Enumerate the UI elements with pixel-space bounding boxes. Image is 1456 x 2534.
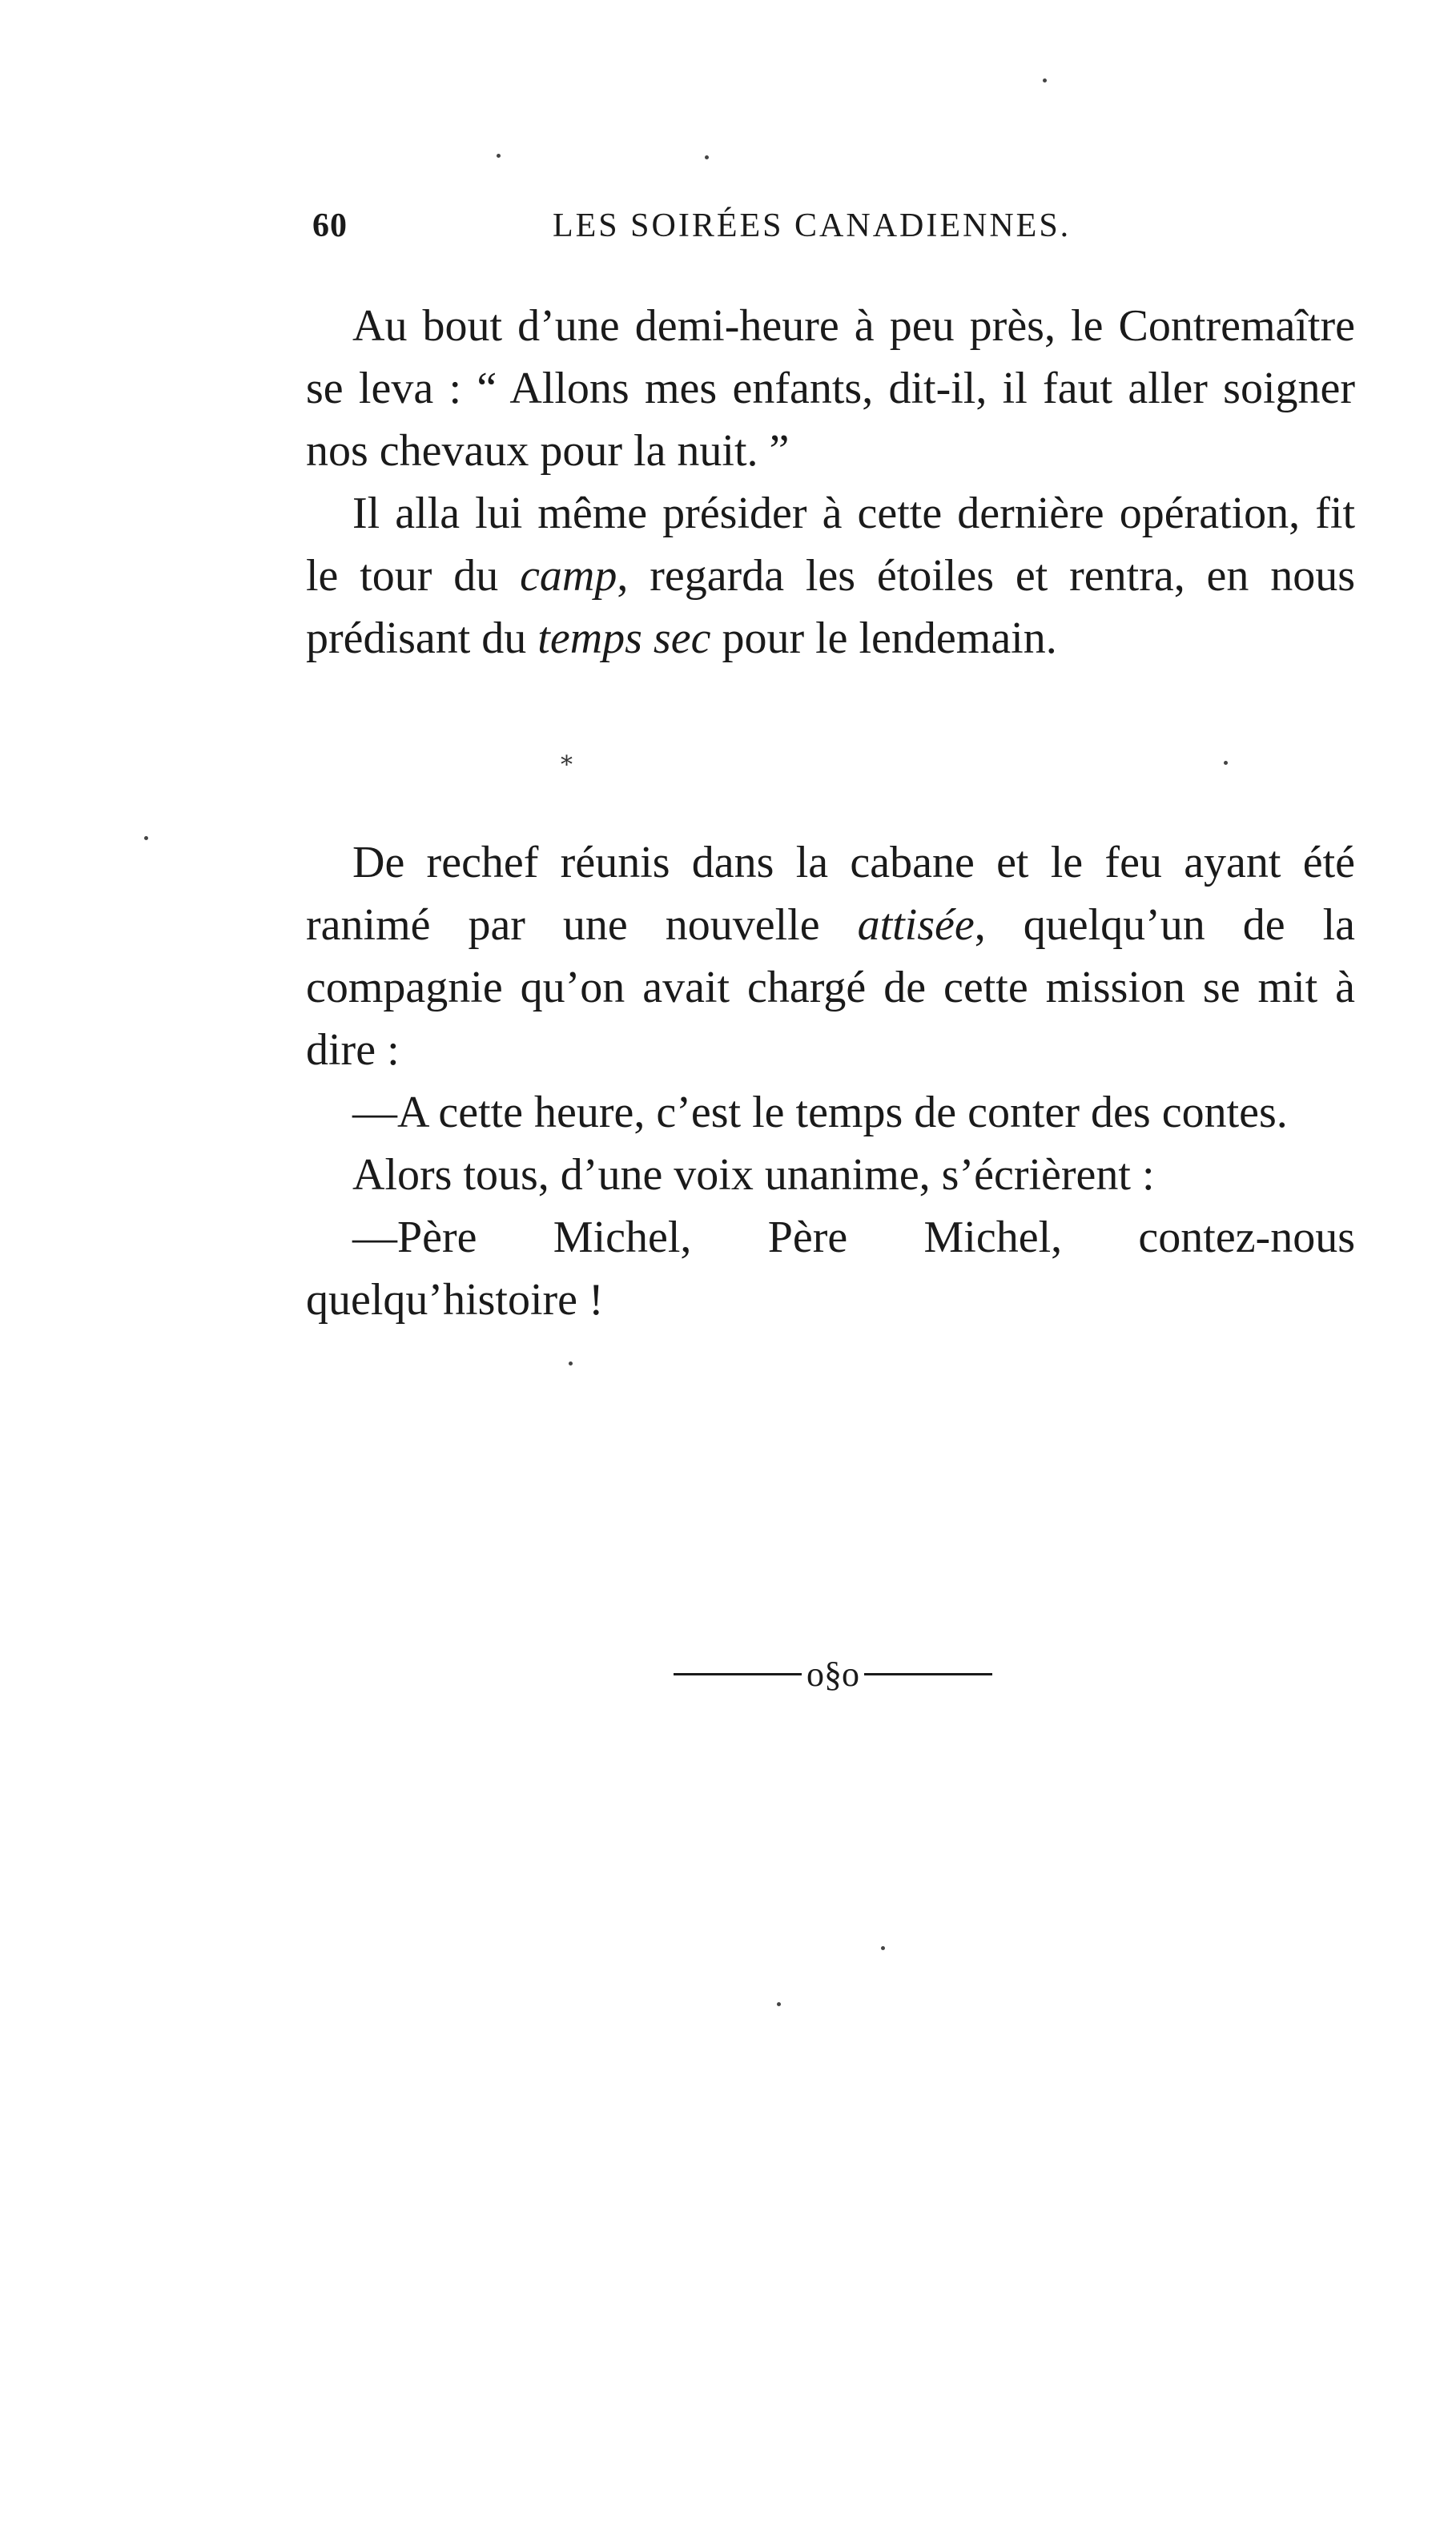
print-speck [497, 154, 501, 158]
running-head [312, 207, 1121, 255]
print-speck [1043, 78, 1047, 82]
paragraph-text: , quelqu’un de la compagnie qu’on avait chargé de cette mission se mit à dire : [306, 900, 1355, 1075]
paragraph-text: De rechef réunis dans la cabane et le feu ayant été ranimé par une nouvelle [306, 838, 1355, 950]
print-speck [569, 1362, 573, 1366]
italic-text: attisée [857, 900, 975, 950]
ornament-rule-right [864, 1673, 992, 1675]
paragraph [306, 1206, 1355, 1331]
section-break-mark: ⁎ [561, 744, 573, 770]
ornament-rule-left [674, 1673, 802, 1675]
italic-text: temps sec [537, 613, 711, 663]
end-ornament [665, 1650, 1001, 1698]
paragraph-text: , regarda les étoiles et rentra, en nous prédisant du [306, 551, 1355, 663]
print-speck [705, 155, 709, 159]
ornament-glyph: o§o [806, 1654, 859, 1694]
italic-text: camp [520, 551, 617, 601]
text-block-upper [306, 295, 1355, 670]
print-speck [1224, 761, 1228, 765]
page-number: 60 [312, 207, 348, 244]
print-speck [881, 1946, 885, 1950]
paragraph [306, 295, 1355, 482]
print-speck [777, 2002, 781, 2006]
paragraph-text: Alors tous, d’une voix unanime, s’écrièrent : [352, 1150, 1155, 1200]
running-title: LES SOIRÉES CANADIENNES. [553, 207, 1072, 244]
text-block-lower [306, 831, 1355, 1331]
paragraph-text: —A cette heure, c’est le temps de conter des contes. [352, 1088, 1288, 1137]
paragraph-text: —Père Michel, Père Michel, contez-nous quelqu’histoire ! [306, 1213, 1355, 1325]
paragraph-text: Au bout d’une demi-heure à peu près, le Contremaître se leva : “ Allons mes enfants, dit-il, il faut aller soigner nos chevaux pour la nuit. ” [306, 301, 1355, 476]
paragraph-text: pour le lendemain. [710, 613, 1057, 663]
paragraph-text: Il alla lui même présider à cette dernière opération, fit le tour du [306, 489, 1355, 601]
print-speck [144, 836, 148, 840]
paragraph [306, 831, 1355, 1081]
paragraph [306, 1144, 1355, 1206]
paragraph [306, 1081, 1355, 1144]
paragraph [306, 482, 1355, 670]
